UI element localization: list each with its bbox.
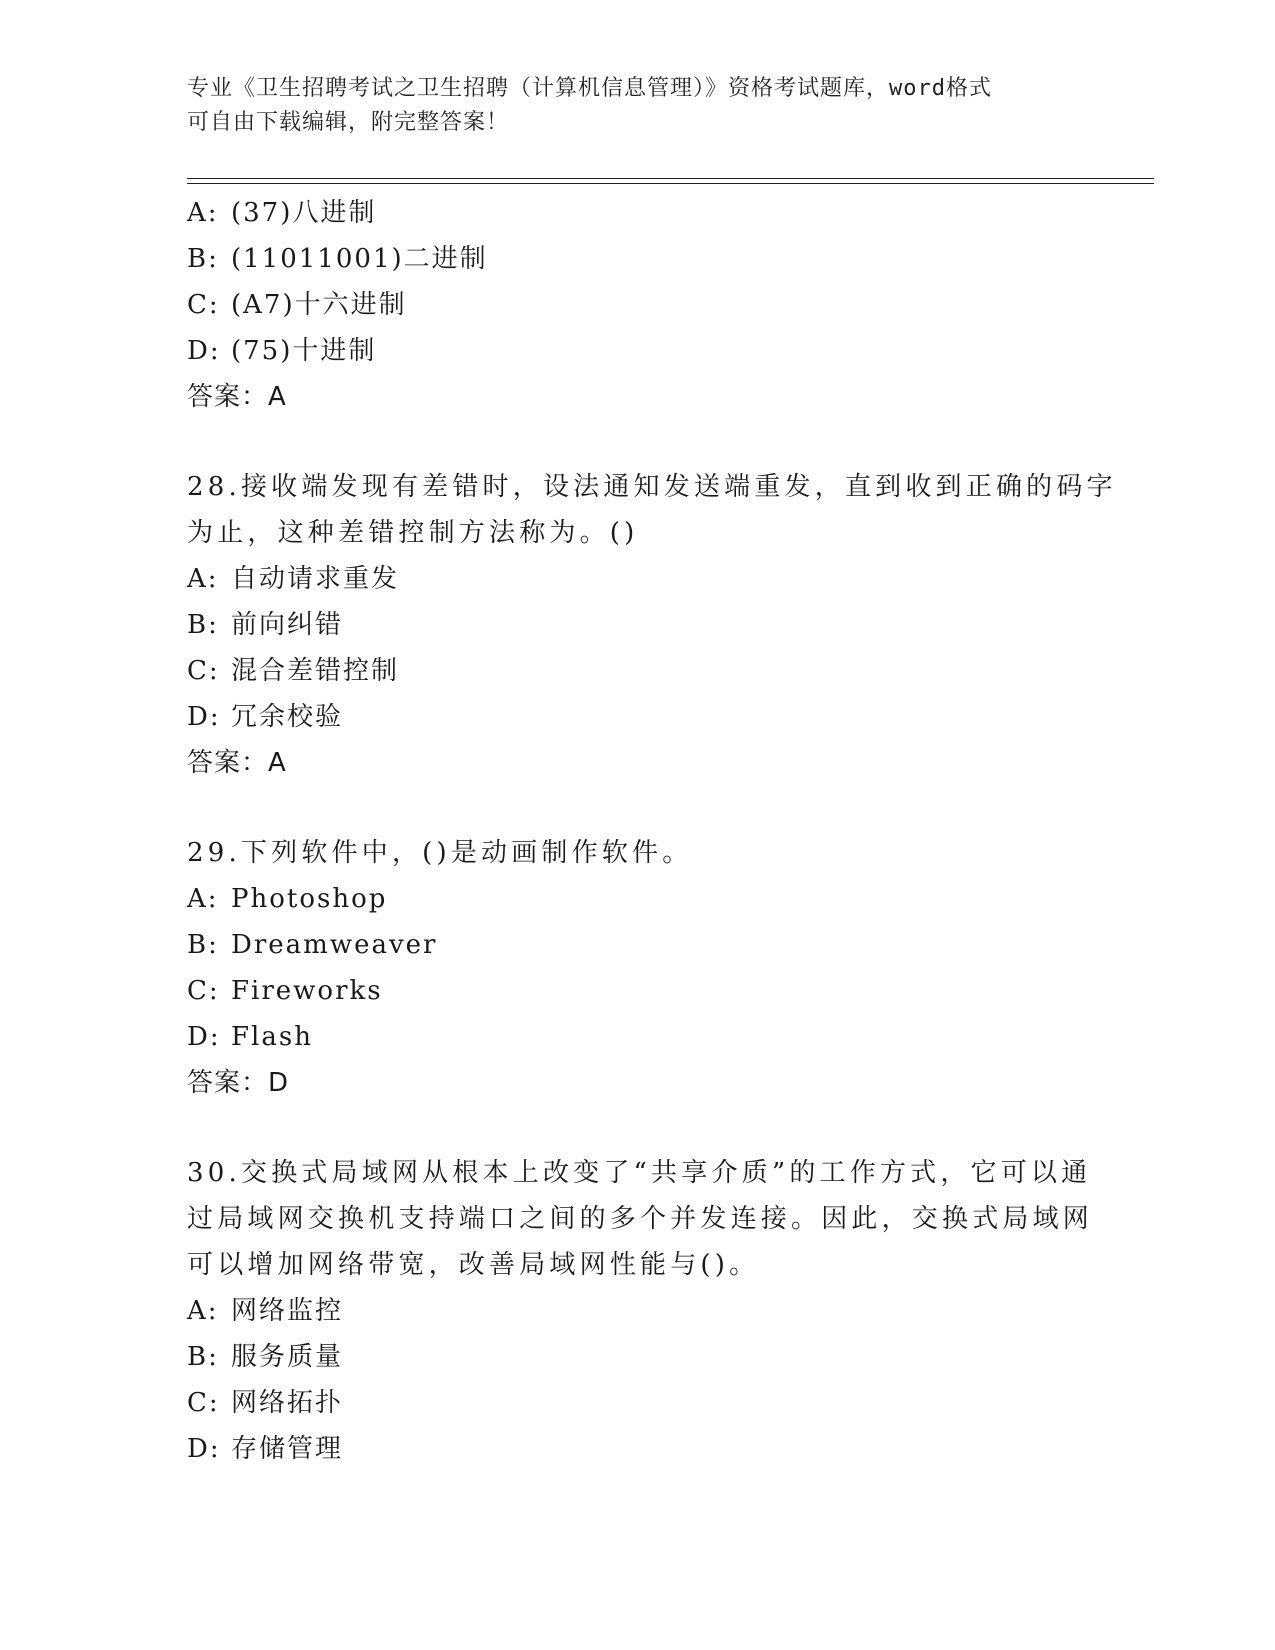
question-28 xyxy=(187,464,1117,786)
option-text: 前向纠错 xyxy=(231,610,344,640)
option-letter: B: xyxy=(187,930,219,960)
document-header xyxy=(187,72,1067,140)
header-line-2: 可自由下载编辑，附完整答案！ xyxy=(187,110,510,135)
option-text: Flash xyxy=(231,1022,313,1052)
option-text: 网络监控 xyxy=(231,1296,344,1326)
option-letter: A: xyxy=(187,198,219,228)
question-text xyxy=(187,1150,1094,1288)
question-line: 28.接收端发现有差错时，设法通知发送端重发，直到收到正确的码字 xyxy=(187,472,1117,502)
option-text: 网络拓扑 xyxy=(231,1388,344,1418)
option-d xyxy=(187,1014,1087,1060)
option-text: 存储管理 xyxy=(231,1434,344,1464)
option-text: 混合差错控制 xyxy=(231,656,400,686)
option-c xyxy=(187,648,1087,694)
question-line: 29.下列软件中，()是动画制作软件。 xyxy=(187,838,693,868)
option-text: Fireworks xyxy=(231,976,383,1006)
question-29 xyxy=(187,830,1087,1106)
option-a xyxy=(187,876,1087,922)
option-d xyxy=(187,694,1087,740)
option-b xyxy=(187,1334,1087,1380)
option-letter: C: xyxy=(187,976,220,1006)
option-letter: D: xyxy=(187,1434,221,1464)
option-c xyxy=(187,282,1087,328)
option-letter: A: xyxy=(187,1296,219,1326)
question-line: 可以增加网络带宽，改善局域网性能与()。 xyxy=(187,1250,760,1280)
option-letter: D: xyxy=(187,1022,221,1052)
answer-line: 答案：A xyxy=(187,382,287,412)
option-letter: C: xyxy=(187,656,220,686)
option-letter: C: xyxy=(187,290,220,320)
header-divider-bottom xyxy=(187,183,1154,184)
question-line: 为止，这种差错控制方法称为。() xyxy=(187,518,639,548)
option-text: (37)八进制 xyxy=(231,198,377,228)
option-d xyxy=(187,328,1087,374)
option-d xyxy=(187,1426,1087,1472)
option-letter: B: xyxy=(187,244,219,274)
question-list xyxy=(187,190,1117,1472)
option-letter: B: xyxy=(187,1342,219,1372)
question-27 xyxy=(187,190,1087,420)
option-letter: C: xyxy=(187,1388,220,1418)
option-text: (A7)十六进制 xyxy=(231,290,407,320)
question-text xyxy=(187,830,1087,876)
option-text: (11011001)二进制 xyxy=(231,244,488,274)
option-letter: A: xyxy=(187,564,219,594)
option-letter: D: xyxy=(187,336,221,366)
option-b xyxy=(187,922,1087,968)
option-a xyxy=(187,1288,1087,1334)
option-text: Photoshop xyxy=(231,884,388,914)
option-a xyxy=(187,190,1087,236)
option-text: 冗余校验 xyxy=(231,702,344,732)
question-text xyxy=(187,464,1117,556)
option-b xyxy=(187,236,1087,282)
option-text: 自动请求重发 xyxy=(231,564,400,594)
option-c xyxy=(187,1380,1087,1426)
option-b xyxy=(187,602,1087,648)
option-letter: A: xyxy=(187,884,219,914)
option-text: (75)十进制 xyxy=(231,336,377,366)
option-a xyxy=(187,556,1087,602)
header-divider-top xyxy=(187,178,1154,179)
answer-line: 答案：A xyxy=(187,748,287,778)
option-text: 服务质量 xyxy=(231,1342,344,1372)
header-line-1: 专业《卫生招聘考试之卫生招聘（计算机信息管理）》资格考试题库，word格式 xyxy=(187,76,992,101)
option-letter: D: xyxy=(187,702,221,732)
option-c xyxy=(187,968,1087,1014)
question-line: 过局域网交换机支持端口之间的多个并发连接。因此，交换式局域网 xyxy=(187,1204,1094,1234)
question-line: 30.交换式局域网从根本上改变了“共享介质”的工作方式，它可以通 xyxy=(187,1158,1092,1188)
answer-line: 答案：D xyxy=(187,1068,290,1098)
option-letter: B: xyxy=(187,610,219,640)
question-30 xyxy=(187,1150,1094,1472)
option-text: Dreamweaver xyxy=(231,930,438,960)
